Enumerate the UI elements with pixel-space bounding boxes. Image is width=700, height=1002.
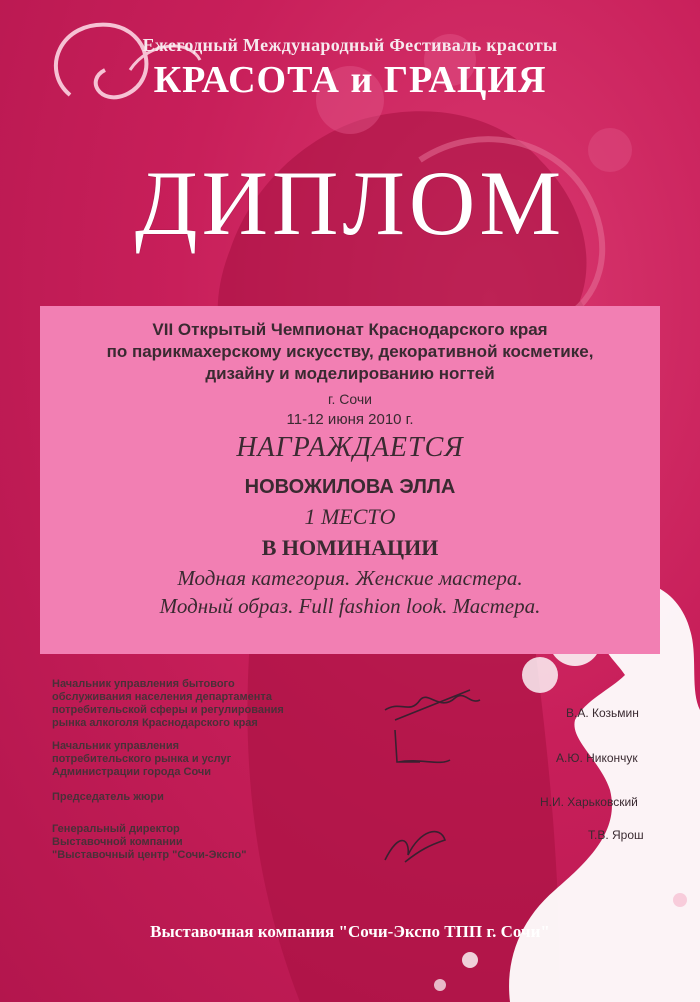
place-label: 1 МЕСТО bbox=[304, 504, 396, 529]
nomination-heading: В НОМИНАЦИИ bbox=[261, 535, 439, 560]
white-flower-2 bbox=[522, 657, 558, 693]
event-city: г. Сочи bbox=[328, 391, 372, 407]
festival-name: КРАСОТА и ГРАЦИЯ bbox=[153, 59, 547, 101]
nomination-line-2: Модный образ. Full fashion look. Мастера. bbox=[159, 594, 541, 618]
scatter-flower-1 bbox=[462, 952, 478, 968]
festival-line: Ежегодный Международный Фестиваль красоты bbox=[142, 35, 558, 55]
signatory-2-title: Начальник управления потребительского рынка и услуг Администрации города Сочи bbox=[52, 740, 232, 778]
scatter-flower-3 bbox=[673, 893, 687, 907]
awarded-label: НАГРАЖДАЕТСЯ bbox=[236, 432, 464, 463]
event-line-1: VII Открытый Чемпионат Краснодарского края bbox=[152, 320, 548, 339]
nomination-line-1: Модная категория. Женские мастера. bbox=[177, 566, 523, 590]
signatory-4-title: Генеральный директор Выставочной компании "Выставочный центр "Сочи-Экспо" bbox=[52, 823, 247, 861]
scatter-flower-2 bbox=[434, 979, 446, 991]
signatory-3-title: Председатель жюри bbox=[52, 791, 164, 803]
signatory-4-name: Т.В. Ярош bbox=[588, 828, 644, 842]
event-dates: 11-12 июня 2010 г. bbox=[286, 411, 414, 428]
signatory-2-name: А.Ю. Никончук bbox=[556, 751, 638, 765]
recipient-name: НОВОЖИЛОВА ЭЛЛА bbox=[244, 476, 456, 498]
signatory-1-title: Начальник управления бытового обслуживания населения департамента потребительской сферы и регулирования рынка алкоголя Краснодарского края bbox=[52, 678, 284, 729]
footer-organizer: Выставочная компания "Сочи-Экспо ТПП г. Сочи" bbox=[150, 922, 550, 941]
diploma-title: ДИПЛОМ bbox=[134, 152, 566, 254]
event-line-2: по парикмахерскому искусству, декоративной косметике, bbox=[106, 342, 594, 361]
event-line-3: дизайну и моделированию ногтей bbox=[205, 364, 495, 383]
signatory-3-name: Н.И. Харьковский bbox=[540, 795, 638, 809]
signatory-1-name: В.А. Козьмин bbox=[566, 706, 639, 720]
